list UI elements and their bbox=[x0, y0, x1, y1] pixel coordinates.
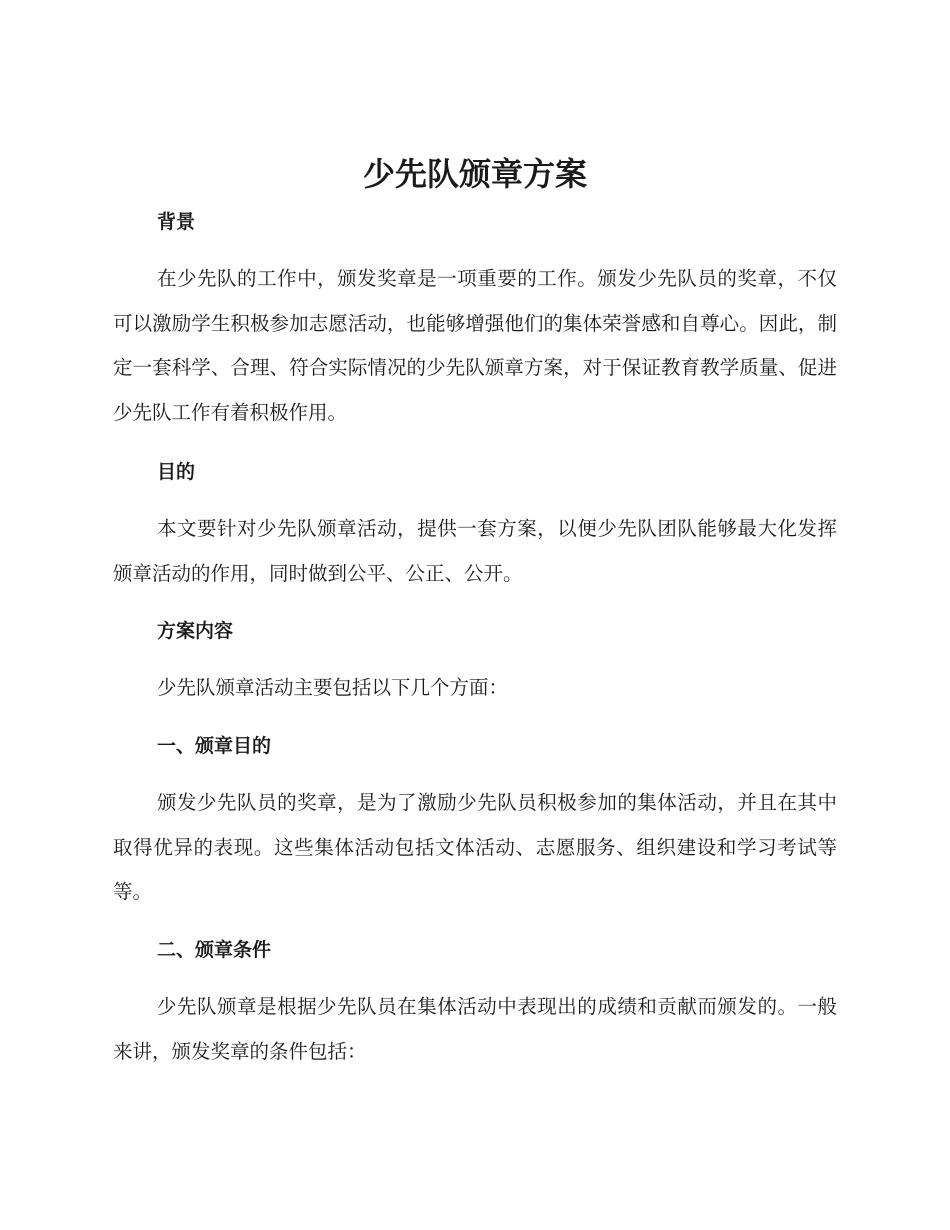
document-title: 少先队颁章方案 bbox=[362, 155, 587, 193]
section-paragraph-background: 在少先队的工作中，颁发奖章是一项重要的工作。颁发少先队员的奖章，不仅可以激励学生积极参加志愿活动，也能够增强他们的集体荣誉感和自尊心。因此，制定一套科学、合理、符合实际情况的少先队颁章方案，对于保证教育教学质量、促进少先队工作有着积极作用。 bbox=[113, 267, 837, 424]
section-paragraph-purpose: 本文要针对少先队颁章活动，提供一套方案，以便少先队团队能够最大化发挥颁章活动的作用，同时做到公平、公正、公开。 bbox=[113, 517, 837, 585]
section-heading-purpose: 目的 bbox=[157, 461, 196, 483]
section-heading-background: 背景 bbox=[157, 211, 196, 233]
section-heading-content: 方案内容 bbox=[157, 620, 234, 642]
section-heading-goal: 一、颁章目的 bbox=[157, 735, 272, 757]
section-paragraph-content: 少先队颁章活动主要包括以下几个方面： bbox=[157, 676, 509, 699]
section-paragraph-conditions: 少先队颁章是根据少先队员在集体活动中表现出的成绩和贡献而颁发的。一般来讲，颁发奖章的条件包括： bbox=[113, 995, 837, 1063]
section-heading-conditions: 二、颁章条件 bbox=[157, 939, 272, 961]
section-paragraph-goal: 颁发少先队员的奖章，是为了激励少先队员积极参加的集体活动，并且在其中取得优异的表现。这些集体活动包括文体活动、志愿服务、组织建设和学习考试等等。 bbox=[113, 791, 837, 903]
